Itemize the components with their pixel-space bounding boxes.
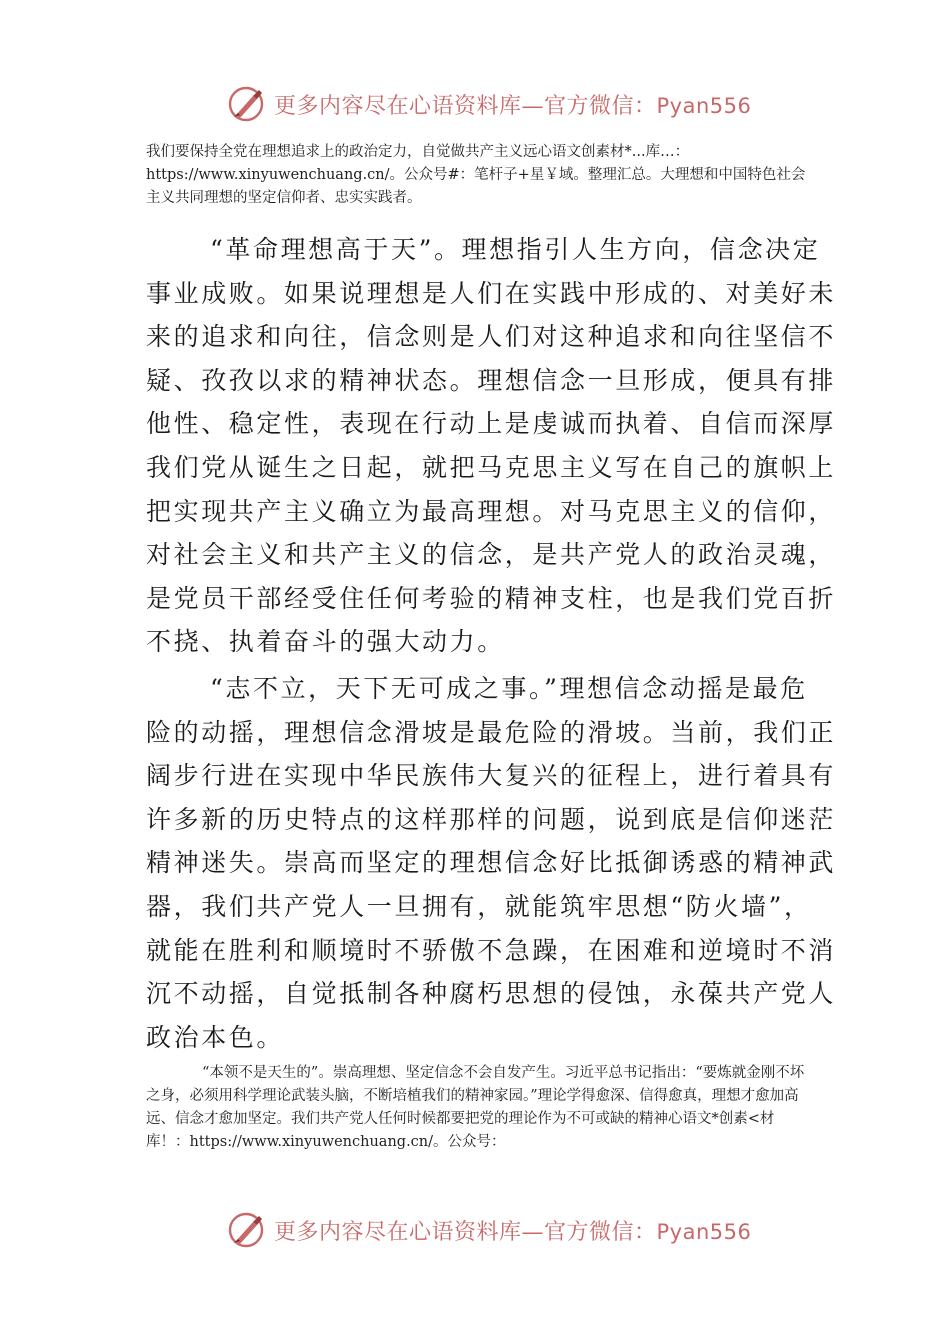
text-line: 把实现共产主义确立为最高理想。对马克思主义的信仰，	[146, 496, 837, 526]
banner-text	[274, 1215, 751, 1246]
text-line: 事业成败。如果说理想是人们在实践中形成的、对美好未	[146, 278, 837, 308]
paragraph-aspiration	[146, 667, 837, 1059]
banner-text-cn: 更多内容尽在心语资料库—官方微信：	[274, 1219, 657, 1245]
text-line: 疑、孜孜以求的精神状态。理想信念一旦形成，便具有排	[146, 365, 837, 395]
text-line: 许多新的历史特点的这样那样的问题，说到底是信仰迷茫	[146, 804, 837, 834]
text-line: 就能在胜利和顺境时不骄傲不急躁，在困难和逆境时不消	[146, 935, 837, 965]
text-line: 他性、稳定性，表现在行动上是虔诚而执着、自信而深厚	[146, 409, 837, 439]
paragraph-intro-text: 我们要保持全党在理想追求上的政治定力，自觉做共产主义远心语文创素材*...库…：https://www.xinyuwenchuang.cn/。公众号#：笔杆子+星￥域。整理汇总。大理想和中国特色社会主义共同理想的坚定信仰者、忠实实践者。	[146, 144, 806, 206]
text-line: “革命理想高于天”。理想指引人生方向，信念决定	[210, 235, 821, 264]
footer-banner	[226, 1206, 751, 1254]
header-banner	[226, 80, 751, 128]
paragraph-intro	[146, 141, 806, 210]
paragraph-ability-text: “本领不是天生的”。崇高理想、坚定信念不会自发产生。习近平总书记指出：“要炼就金刚不坏之身，必须用科学理论武装头脑，不断培植我们的精神家园。”理论学得愈深、信得愈真，理想才愈加高远、信念才愈加坚定。我们共产党人任何时候都要把党的理论作为不可或缺的精神心语文*创素<材库！：https://www.xinyuwenchuang.cn/。公众号：	[146, 1065, 805, 1150]
paragraph-revolution-ideal	[146, 228, 837, 664]
text-line: 沉不动摇，自觉抵制各种腐朽思想的侵蚀，永葆共产党人	[146, 979, 837, 1009]
banner-wechat-id: Pyan556	[656, 1219, 752, 1244]
paragraph-ability	[146, 1062, 806, 1154]
text-line: 阔步行进在实现中华民族伟大复兴的征程上，进行着具有	[146, 761, 837, 791]
pen-logo-icon	[226, 1210, 266, 1250]
banner-text	[274, 89, 751, 120]
text-line: 险的动摇，理想信念滑坡是最危险的滑坡。当前，我们正	[146, 717, 837, 747]
text-line: 来的追求和向往，信念则是人们对这种追求和向往坚信不	[146, 322, 837, 352]
text-line: 是党员干部经受住任何考验的精神支柱，也是我们党百折	[146, 583, 837, 613]
text-line: 器，我们共产党人一旦拥有，就能筑牢思想“防火墙”，	[146, 891, 812, 921]
pen-logo-icon	[226, 84, 266, 124]
banner-wechat-id: Pyan556	[656, 93, 752, 118]
banner-text-cn: 更多内容尽在心语资料库—官方微信：	[274, 93, 657, 119]
text-line: “志不立，天下无可成之事。”理想信念动摇是最危	[210, 674, 808, 703]
text-line: 对社会主义和共产主义的信念，是共产党人的政治灵魂，	[146, 540, 837, 570]
text-line: 不挠、执着奋斗的强大动力。	[146, 627, 505, 657]
text-line: 我们党从诞生之日起，就把马克思主义写在自己的旗帜上	[146, 452, 837, 482]
text-line: 精神迷失。崇高而坚定的理想信念好比抵御诱惑的精神武	[146, 848, 837, 878]
text-line: 政治本色。	[146, 1022, 285, 1052]
